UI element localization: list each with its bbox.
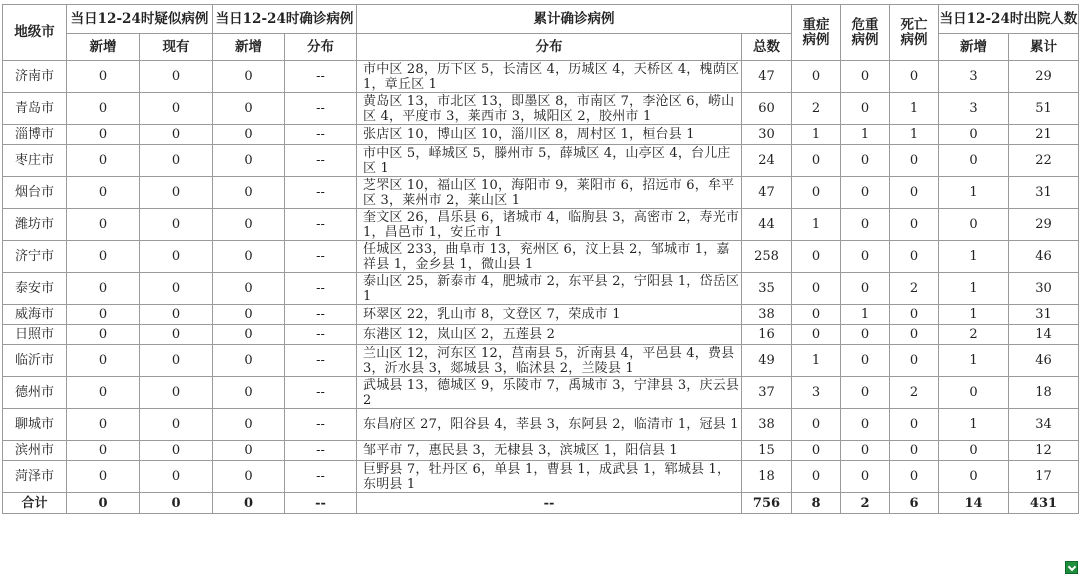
- total-cell: 24: [742, 145, 792, 177]
- total-distribution-cell: --: [357, 493, 742, 514]
- suspect-new-cell: 0: [67, 377, 140, 409]
- table-row: [3, 241, 1079, 273]
- header-cumulative-group: 累计确诊病例: [357, 5, 792, 34]
- suspect-new-cell: 0: [67, 61, 140, 93]
- confirmed-new-cell: 0: [213, 461, 285, 493]
- city-cell: 临沂市: [3, 345, 67, 377]
- corner-check-icon[interactable]: [1065, 561, 1078, 574]
- severe-cell: 0: [792, 145, 841, 177]
- table-row: [3, 345, 1079, 377]
- header-cumulative-total: 总数: [742, 34, 792, 61]
- total-deaths-cell: 6: [890, 493, 939, 514]
- distribution-cell: 环翠区 22，乳山市 8，文登区 7，荣成市 1: [357, 305, 742, 325]
- header-suspect-new: 新增: [67, 34, 140, 61]
- total-total-cell: 756: [742, 493, 792, 514]
- city-cell: 德州市: [3, 377, 67, 409]
- distribution-cell: 市中区 28，历下区 5，长清区 4，历城区 4，天桥区 4，槐荫区 1，章丘区 1: [357, 61, 742, 93]
- confirmed-distribution-cell: --: [285, 461, 357, 493]
- total-suspect-existing-cell: 0: [140, 493, 213, 514]
- total-cell: 47: [742, 177, 792, 209]
- severe-cell: 0: [792, 177, 841, 209]
- header-discharged-new: 新增: [939, 34, 1009, 61]
- suspect-new-cell: 0: [67, 241, 140, 273]
- table-row: [3, 145, 1079, 177]
- header-confirmed-today-group: 当日12-24时确诊病例: [213, 5, 357, 34]
- total-severe-cell: 8: [792, 493, 841, 514]
- header-suspect-group: 当日12-24时疑似病例: [67, 5, 213, 34]
- distribution-cell: 东昌府区 27，阳谷县 4，莘县 3，东阿县 2，临清市 1，冠县 1: [357, 409, 742, 441]
- critical-cell: 0: [841, 93, 890, 125]
- suspect-new-cell: 0: [67, 177, 140, 209]
- critical-cell: 0: [841, 377, 890, 409]
- total-cell: 47: [742, 61, 792, 93]
- table-row: [3, 125, 1079, 145]
- distribution-cell: 邹平市 7，惠民县 3，无棣县 3，滨城区 1，阳信县 1: [357, 441, 742, 461]
- table-row: [3, 325, 1079, 345]
- severe-cell: 3: [792, 377, 841, 409]
- city-cell: 聊城市: [3, 409, 67, 441]
- distribution-cell: 巨野县 7，牡丹区 6，单县 1，曹县 1，成武县 1，郓城县 1，东明县 1: [357, 461, 742, 493]
- confirmed-new-cell: 0: [213, 61, 285, 93]
- distribution-cell: 泰山区 25，新泰市 4，肥城市 2，东平县 2，宁阳县 1，岱岳区 1: [357, 273, 742, 305]
- confirmed-new-cell: 0: [213, 125, 285, 145]
- total-discharged-new-cell: 14: [939, 493, 1009, 514]
- total-cell: 16: [742, 325, 792, 345]
- table-row: [3, 441, 1079, 461]
- header-cumulative-distribution: 分布: [357, 34, 742, 61]
- discharged-total-cell: 34: [1009, 409, 1079, 441]
- total-cell: 60: [742, 93, 792, 125]
- critical-cell: 1: [841, 125, 890, 145]
- discharged-new-cell: 0: [939, 125, 1009, 145]
- suspect-existing-cell: 0: [140, 209, 213, 241]
- severe-cell: 0: [792, 441, 841, 461]
- distribution-cell: 芝罘区 10，福山区 10，海阳市 9，莱阳市 6，招远市 6，牟平区 3，莱州市 2，莱山区 1: [357, 177, 742, 209]
- suspect-new-cell: 0: [67, 209, 140, 241]
- city-cell: 菏泽市: [3, 461, 67, 493]
- header-critical: 危重病例: [841, 5, 890, 61]
- suspect-existing-cell: 0: [140, 345, 213, 377]
- discharged-total-cell: 46: [1009, 241, 1079, 273]
- city-cell: 威海市: [3, 305, 67, 325]
- suspect-existing-cell: 0: [140, 441, 213, 461]
- critical-cell: 0: [841, 273, 890, 305]
- severe-cell: 1: [792, 345, 841, 377]
- total-confirmed-new-cell: 0: [213, 493, 285, 514]
- total-row: [3, 493, 1079, 514]
- header-suspect-existing: 现有: [140, 34, 213, 61]
- discharged-new-cell: 0: [939, 145, 1009, 177]
- confirmed-new-cell: 0: [213, 209, 285, 241]
- distribution-cell: 兰山区 12，河东区 12，莒南县 5，沂南县 4，平邑县 4，费县 3，沂水县 3，郯城县 3，临沭县 2，兰陵县 1: [357, 345, 742, 377]
- critical-cell: 0: [841, 61, 890, 93]
- distribution-cell: 武城县 13，德城区 9，乐陵市 7，禹城市 3，宁津县 3，庆云县 2: [357, 377, 742, 409]
- severe-cell: 0: [792, 461, 841, 493]
- suspect-new-cell: 0: [67, 345, 140, 377]
- header-confirmed-new: 新增: [213, 34, 285, 61]
- deaths-cell: 1: [890, 125, 939, 145]
- severe-cell: 0: [792, 273, 841, 305]
- suspect-existing-cell: 0: [140, 93, 213, 125]
- discharged-total-cell: 18: [1009, 377, 1079, 409]
- confirmed-new-cell: 0: [213, 93, 285, 125]
- confirmed-distribution-cell: --: [285, 241, 357, 273]
- confirmed-distribution-cell: --: [285, 125, 357, 145]
- deaths-cell: 0: [890, 209, 939, 241]
- confirmed-new-cell: 0: [213, 441, 285, 461]
- severe-cell: 0: [792, 241, 841, 273]
- suspect-existing-cell: 0: [140, 377, 213, 409]
- discharged-new-cell: 0: [939, 441, 1009, 461]
- suspect-new-cell: 0: [67, 461, 140, 493]
- suspect-new-cell: 0: [67, 305, 140, 325]
- table-row: [3, 377, 1079, 409]
- suspect-existing-cell: 0: [140, 61, 213, 93]
- discharged-new-cell: 0: [939, 461, 1009, 493]
- confirmed-distribution-cell: --: [285, 441, 357, 461]
- confirmed-new-cell: 0: [213, 273, 285, 305]
- suspect-existing-cell: 0: [140, 145, 213, 177]
- discharged-total-cell: 21: [1009, 125, 1079, 145]
- header-confirmed-distribution: 分布: [285, 34, 357, 61]
- confirmed-new-cell: 0: [213, 325, 285, 345]
- total-suspect-new-cell: 0: [67, 493, 140, 514]
- discharged-total-cell: 31: [1009, 305, 1079, 325]
- suspect-existing-cell: 0: [140, 461, 213, 493]
- discharged-total-cell: 22: [1009, 145, 1079, 177]
- discharged-total-cell: 29: [1009, 61, 1079, 93]
- distribution-cell: 奎文区 26，昌乐县 6，诸城市 4，临朐县 3，高密市 2，寿光市 1，昌邑市 1，安丘市 1: [357, 209, 742, 241]
- confirmed-distribution-cell: --: [285, 145, 357, 177]
- discharged-new-cell: 1: [939, 305, 1009, 325]
- suspect-new-cell: 0: [67, 325, 140, 345]
- critical-cell: 0: [841, 209, 890, 241]
- suspect-new-cell: 0: [67, 93, 140, 125]
- total-cell: 37: [742, 377, 792, 409]
- severe-cell: 2: [792, 93, 841, 125]
- confirmed-distribution-cell: --: [285, 209, 357, 241]
- table-row: [3, 461, 1079, 493]
- deaths-cell: 0: [890, 177, 939, 209]
- distribution-cell: 市中区 5，峄城区 5，滕州市 5，薛城区 4，山亭区 4，台儿庄区 1: [357, 145, 742, 177]
- total-cell: 18: [742, 461, 792, 493]
- table-row: [3, 305, 1079, 325]
- table-row: [3, 273, 1079, 305]
- discharged-total-cell: 51: [1009, 93, 1079, 125]
- table-row: [3, 409, 1079, 441]
- covid-cases-table: [2, 4, 1079, 514]
- confirmed-new-cell: 0: [213, 377, 285, 409]
- table-body: [3, 61, 1079, 514]
- city-cell: 淄博市: [3, 125, 67, 145]
- critical-cell: 0: [841, 345, 890, 377]
- confirmed-new-cell: 0: [213, 345, 285, 377]
- critical-cell: 1: [841, 305, 890, 325]
- confirmed-new-cell: 0: [213, 241, 285, 273]
- confirmed-new-cell: 0: [213, 145, 285, 177]
- city-cell: 日照市: [3, 325, 67, 345]
- distribution-cell: 任城区 233，曲阜市 13，兖州区 6，汶上县 2，邹城市 1，嘉祥县 1，金乡县 1，微山县 1: [357, 241, 742, 273]
- total-cell: 258: [742, 241, 792, 273]
- discharged-new-cell: 2: [939, 325, 1009, 345]
- confirmed-distribution-cell: --: [285, 61, 357, 93]
- critical-cell: 0: [841, 461, 890, 493]
- critical-cell: 0: [841, 441, 890, 461]
- table-row: [3, 93, 1079, 125]
- total-city-cell: 合计: [3, 493, 67, 514]
- discharged-total-cell: 31: [1009, 177, 1079, 209]
- header-deaths: 死亡病例: [890, 5, 939, 61]
- total-cell: 15: [742, 441, 792, 461]
- confirmed-distribution-cell: --: [285, 325, 357, 345]
- discharged-new-cell: 3: [939, 61, 1009, 93]
- distribution-cell: 张店区 10，博山区 10，淄川区 8，周村区 1，桓台县 1: [357, 125, 742, 145]
- total-cell: 35: [742, 273, 792, 305]
- deaths-cell: 1: [890, 93, 939, 125]
- total-cell: 44: [742, 209, 792, 241]
- confirmed-new-cell: 0: [213, 409, 285, 441]
- suspect-existing-cell: 0: [140, 325, 213, 345]
- city-cell: 潍坊市: [3, 209, 67, 241]
- severe-cell: 0: [792, 409, 841, 441]
- severe-cell: 1: [792, 125, 841, 145]
- suspect-existing-cell: 0: [140, 125, 213, 145]
- discharged-new-cell: 3: [939, 93, 1009, 125]
- confirmed-new-cell: 0: [213, 305, 285, 325]
- deaths-cell: 0: [890, 241, 939, 273]
- table-row: [3, 209, 1079, 241]
- suspect-existing-cell: 0: [140, 305, 213, 325]
- suspect-existing-cell: 0: [140, 177, 213, 209]
- suspect-new-cell: 0: [67, 125, 140, 145]
- table-row: [3, 61, 1079, 93]
- discharged-new-cell: 1: [939, 241, 1009, 273]
- critical-cell: 0: [841, 145, 890, 177]
- discharged-new-cell: 1: [939, 409, 1009, 441]
- critical-cell: 0: [841, 325, 890, 345]
- city-cell: 济宁市: [3, 241, 67, 273]
- discharged-new-cell: 1: [939, 345, 1009, 377]
- critical-cell: 0: [841, 409, 890, 441]
- deaths-cell: 0: [890, 305, 939, 325]
- distribution-cell: 东港区 12，岚山区 2，五莲县 2: [357, 325, 742, 345]
- confirmed-distribution-cell: --: [285, 345, 357, 377]
- total-cell: 38: [742, 409, 792, 441]
- deaths-cell: 2: [890, 377, 939, 409]
- header-severe: 重症病例: [792, 5, 841, 61]
- critical-cell: 0: [841, 241, 890, 273]
- discharged-total-cell: 17: [1009, 461, 1079, 493]
- city-cell: 青岛市: [3, 93, 67, 125]
- severe-cell: 0: [792, 305, 841, 325]
- city-cell: 枣庄市: [3, 145, 67, 177]
- deaths-cell: 2: [890, 273, 939, 305]
- discharged-new-cell: 0: [939, 209, 1009, 241]
- total-confirmed-distribution-cell: --: [285, 493, 357, 514]
- confirmed-distribution-cell: --: [285, 305, 357, 325]
- city-cell: 泰安市: [3, 273, 67, 305]
- discharged-total-cell: 12: [1009, 441, 1079, 461]
- total-discharged-total-cell: 431: [1009, 493, 1079, 514]
- suspect-existing-cell: 0: [140, 409, 213, 441]
- deaths-cell: 0: [890, 61, 939, 93]
- confirmed-new-cell: 0: [213, 177, 285, 209]
- discharged-total-cell: 46: [1009, 345, 1079, 377]
- city-cell: 滨州市: [3, 441, 67, 461]
- discharged-new-cell: 1: [939, 177, 1009, 209]
- discharged-total-cell: 29: [1009, 209, 1079, 241]
- discharged-total-cell: 30: [1009, 273, 1079, 305]
- severe-cell: 1: [792, 209, 841, 241]
- confirmed-distribution-cell: --: [285, 177, 357, 209]
- distribution-cell: 黄岛区 13，市北区 13，即墨区 8，市南区 7，李沧区 6，崂山区 4，平度市 3，莱西市 3，城阳区 2，胶州市 1: [357, 93, 742, 125]
- header-discharged-total: 累计: [1009, 34, 1079, 61]
- severe-cell: 0: [792, 61, 841, 93]
- header-city: 地级市: [3, 5, 67, 61]
- discharged-total-cell: 14: [1009, 325, 1079, 345]
- deaths-cell: 0: [890, 345, 939, 377]
- deaths-cell: 0: [890, 441, 939, 461]
- total-cell: 30: [742, 125, 792, 145]
- discharged-new-cell: 0: [939, 377, 1009, 409]
- suspect-new-cell: 0: [67, 145, 140, 177]
- deaths-cell: 0: [890, 325, 939, 345]
- total-critical-cell: 2: [841, 493, 890, 514]
- confirmed-distribution-cell: --: [285, 409, 357, 441]
- confirmed-distribution-cell: --: [285, 273, 357, 305]
- deaths-cell: 0: [890, 145, 939, 177]
- city-cell: 济南市: [3, 61, 67, 93]
- confirmed-distribution-cell: --: [285, 377, 357, 409]
- discharged-new-cell: 1: [939, 273, 1009, 305]
- total-cell: 49: [742, 345, 792, 377]
- suspect-new-cell: 0: [67, 273, 140, 305]
- deaths-cell: 0: [890, 409, 939, 441]
- city-cell: 烟台市: [3, 177, 67, 209]
- confirmed-distribution-cell: --: [285, 93, 357, 125]
- table-row: [3, 177, 1079, 209]
- deaths-cell: 0: [890, 461, 939, 493]
- critical-cell: 0: [841, 177, 890, 209]
- suspect-new-cell: 0: [67, 441, 140, 461]
- suspect-existing-cell: 0: [140, 241, 213, 273]
- suspect-existing-cell: 0: [140, 273, 213, 305]
- suspect-new-cell: 0: [67, 409, 140, 441]
- header-discharged-group: 当日12-24时出院人数: [939, 5, 1079, 34]
- severe-cell: 0: [792, 325, 841, 345]
- total-cell: 38: [742, 305, 792, 325]
